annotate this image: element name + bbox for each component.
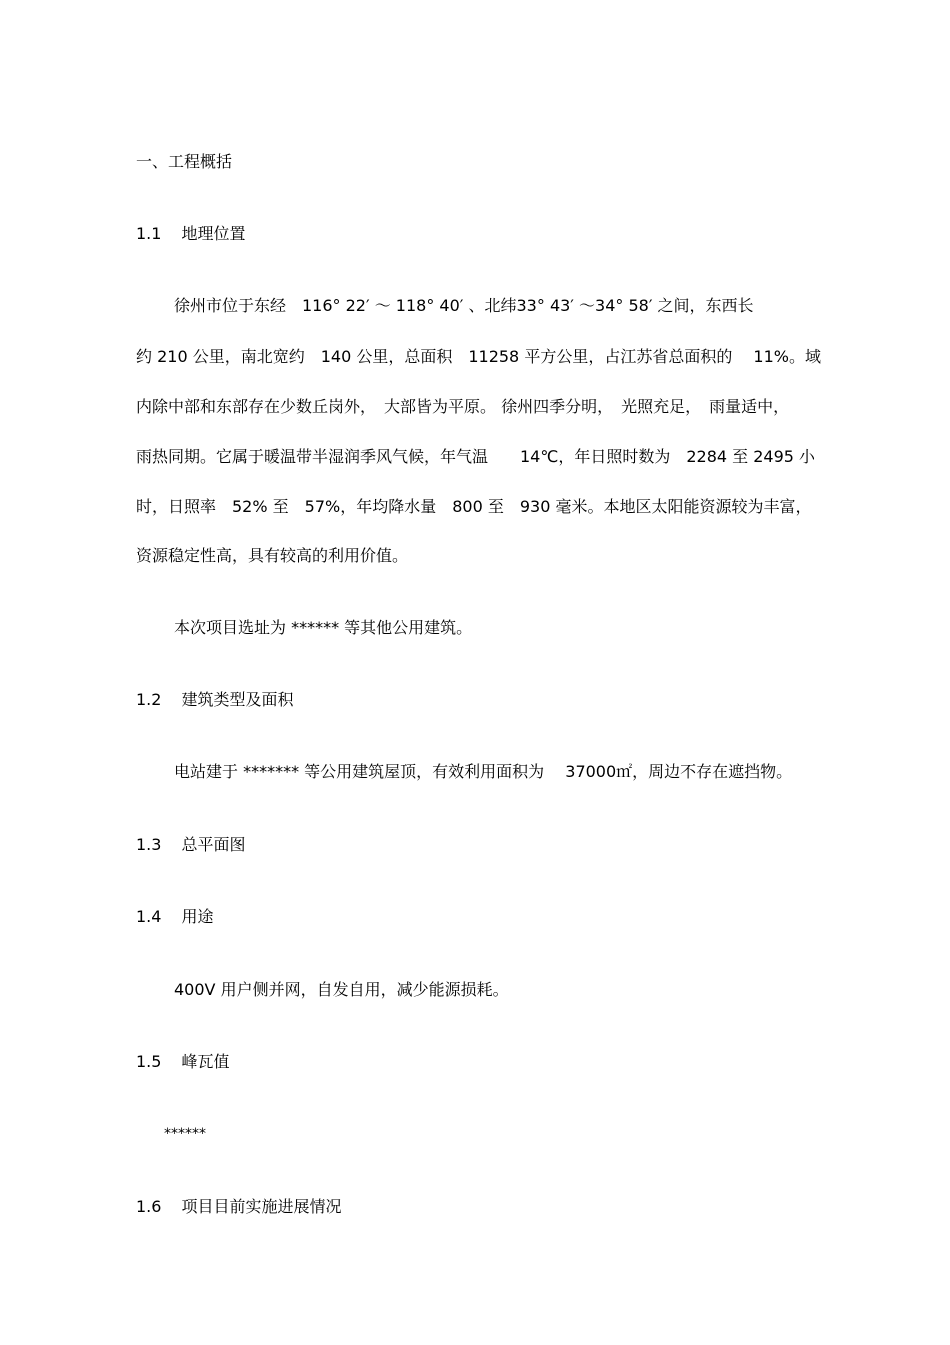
heading-1-6 bbox=[136, 1196, 341, 1218]
heading-text: 用途 bbox=[181, 907, 214, 926]
site-paragraph: 本次项目选址为 ****** 等其他公用建筑。 bbox=[174, 618, 473, 637]
heading-number: 1.4 bbox=[136, 907, 162, 926]
heading-number: 1.6 bbox=[136, 1197, 162, 1216]
heading-number: 1.3 bbox=[136, 835, 162, 854]
heading-text: 建筑类型及面积 bbox=[181, 690, 294, 709]
geo-paragraph-line-5: 时，日照率 52% 至 57%，年均降水量 800 至 930 毫米。本地区太阳能资源较为丰富， bbox=[136, 497, 812, 516]
geo-paragraph-line-3: 内除中部和东部存在少数丘岗外， 大部皆为平原。 徐州四季分明， 光照充足， 雨量适中， bbox=[136, 397, 790, 416]
usage-paragraph: 400V 用户侧并网，自发自用，减少能源损耗。 bbox=[174, 980, 509, 999]
geo-paragraph-line-1: 徐州市位于东经 116° 22′ ～ 118° 40′ 、北纬33° 43′ ～34° 58′ 之间，东西长 bbox=[174, 296, 754, 315]
geo-paragraph-line-4: 雨热同期。它属于暖温带半湿润季风气候，年气温 14℃，年日照时数为 2284 至 2495 小 bbox=[136, 447, 816, 466]
section-title: 一、工程概括 bbox=[136, 152, 233, 171]
heading-1-4 bbox=[136, 906, 213, 928]
heading-number: 1.1 bbox=[136, 224, 162, 243]
heading-text: 项目目前实施进展情况 bbox=[181, 1197, 342, 1216]
area-paragraph: 电站建于 ******* 等公用建筑屋顶，有效利用面积为 37000㎡，周边不存在遮挡物。 bbox=[174, 762, 793, 781]
heading-text: 地理位置 bbox=[181, 224, 246, 243]
geo-paragraph-line-6: 资源稳定性高，具有较高的利用价值。 bbox=[136, 546, 409, 565]
heading-text: 峰瓦值 bbox=[181, 1052, 230, 1071]
peak-value: ****** bbox=[164, 1126, 206, 1142]
heading-number: 1.5 bbox=[136, 1052, 162, 1071]
heading-1-3 bbox=[136, 834, 245, 856]
heading-1-5 bbox=[136, 1051, 229, 1073]
heading-1-1 bbox=[136, 223, 245, 245]
heading-number: 1.2 bbox=[136, 690, 162, 709]
heading-1-2 bbox=[136, 689, 293, 711]
geo-paragraph-line-2: 约 210 公里，南北宽约 140 公里，总面积 11258 平方公里，占江苏省总面积的 11%。域 bbox=[136, 347, 821, 366]
heading-text: 总平面图 bbox=[181, 835, 246, 854]
